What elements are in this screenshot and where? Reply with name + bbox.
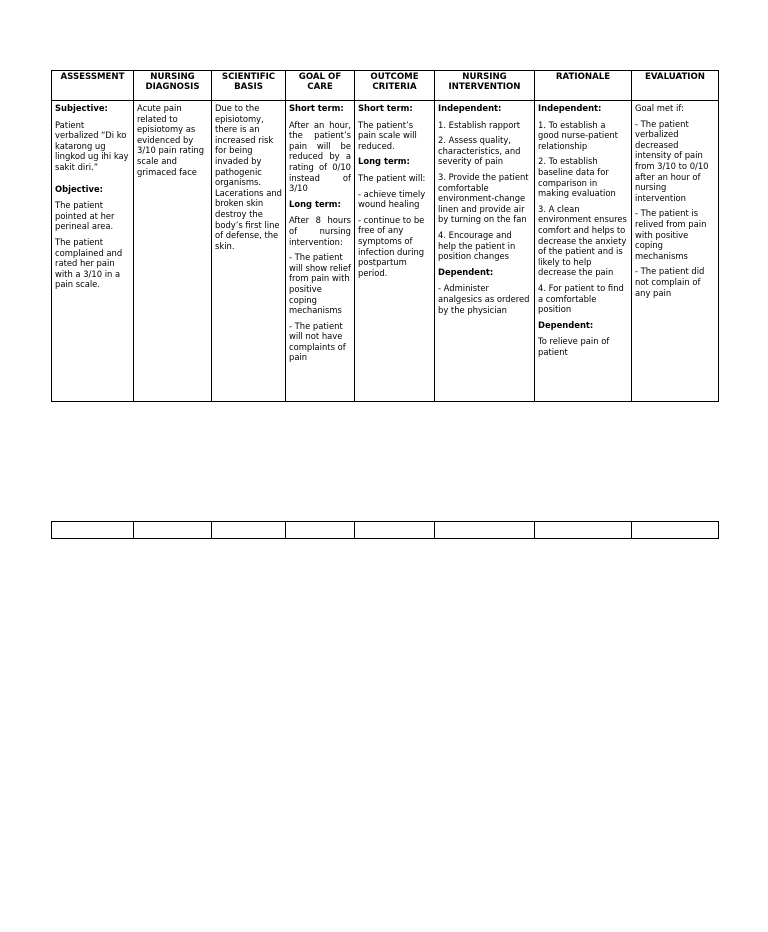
rationale-dependent-label: Dependent: <box>538 319 594 330</box>
goal-short-text: After an hour, the patient’s pain will be reduced by a rating of 0/10 instead of 3/10 <box>289 119 351 194</box>
empty-cell <box>632 522 719 539</box>
empty-cell <box>52 522 134 539</box>
outcome-short-label: Short term: <box>358 103 413 113</box>
rationale-item-1: 1. To establish a good nurse-patient relationship <box>538 119 618 151</box>
assessment-cell <box>52 101 134 402</box>
outcome-long-item-1: - achieve timely wound healing <box>358 188 426 210</box>
intervention-item-3: 3. Provide the patient comfortable environment-change linen and provide air by turning on the fan <box>438 171 529 225</box>
header-outcome-criteria: OUTCOME CRITERIA <box>355 71 435 101</box>
outcome-short-text: The patient’s pain scale will reduced. <box>358 119 417 151</box>
empty-cell <box>355 522 435 539</box>
evaluation-item-3: - The patient did not complain of any pain <box>635 266 705 298</box>
objective-text-2: The patient complained and rated her pain with a 3/10 in a pain scale. <box>55 236 123 290</box>
content-row <box>52 101 719 402</box>
evaluation-cell <box>632 101 719 402</box>
scientific-basis-text: Due to the episiotomy, there is an increased risk for being invaded by pathogenic organisms. Lacerations and broken skin destroy the body’s first line of defense, the skin. <box>215 103 282 251</box>
evaluation-item-2: - The patient is relived from pain with positive coping mechanisms <box>635 208 707 261</box>
diagnosis-text: Acute pain related to episiotomy as evidenced by 3/10 pain rating scale and grimaced face <box>137 103 205 177</box>
empty-cell <box>535 522 632 539</box>
table-row <box>52 522 719 539</box>
objective-label: Objective: <box>55 183 103 194</box>
subjective-text: Patient verbalized “Di ko katarong ug lingkod ug ihi kay sakit diri.” <box>55 119 129 172</box>
evaluation-intro: Goal met if: <box>635 103 684 113</box>
outcome-long-intro: The patient will: <box>358 172 426 183</box>
evaluation-item-1: - The patient verbalized decreased intensity of pain from 3/10 to 0/10 after an hour of nursing intervention <box>635 118 709 203</box>
intervention-independent-label: Independent: <box>438 103 502 113</box>
nursing-care-plan-table <box>51 70 719 402</box>
goal-cell <box>286 101 355 402</box>
intervention-item-4: 4. Encourage and help the patient in position changes <box>438 229 516 262</box>
subjective-label: Subjective: <box>55 103 108 113</box>
outcome-long-item-2: - continue to be free of any symptoms of infection during postpartum period. <box>358 214 425 278</box>
header-assessment: ASSESSMENT <box>52 71 134 101</box>
rationale-independent-label: Independent: <box>538 103 602 113</box>
objective-text-1: The patient pointed at her perineal area. <box>55 200 115 232</box>
header-goal-of-care: GOAL OF CARE <box>286 71 355 101</box>
outcome-long-label: Long term: <box>358 156 410 167</box>
header-scientific-basis: SCIENTIFIC BASIS <box>212 71 286 101</box>
intervention-dependent-label: Dependent: <box>438 266 494 277</box>
goal-long-item-1: - The patient will show relief from pain with positive coping mechanisms <box>289 252 351 316</box>
rationale-cell <box>535 101 632 402</box>
goal-short-label: Short term: <box>289 103 344 113</box>
header-rationale: RATIONALE <box>535 71 632 101</box>
goal-long-item-2: - The patient will not have complaints of pain <box>289 320 346 363</box>
diagnosis-cell <box>134 101 212 402</box>
intervention-cell <box>435 101 535 402</box>
rationale-item-3: 3. A clean environment ensures comfort and helps to decrease the anxiety of the patient and is likely to help decrease the pain <box>538 203 627 278</box>
empty-cell <box>286 522 355 539</box>
header-nursing-diagnosis: NURSING DIAGNOSIS <box>134 71 212 101</box>
header-evaluation: EVALUATION <box>632 71 719 101</box>
header-nursing-intervention: NURSING INTERVENTION <box>435 71 535 101</box>
goal-long-text: After 8 hours of nursing intervention: <box>289 215 351 247</box>
outcome-cell <box>355 101 435 402</box>
intervention-item-1: 1. Establish rapport <box>438 119 521 130</box>
header-row <box>52 71 719 101</box>
rationale-dependent-item: To relieve pain of patient <box>538 336 610 357</box>
empty-table-row <box>51 521 719 539</box>
rationale-item-2: 2. To establish baseline data for comparison in making evaluation <box>538 156 616 199</box>
rationale-item-4: 4. For patient to find a comfortable position <box>538 282 624 315</box>
empty-cell <box>134 522 212 539</box>
intervention-item-2: 2. Assess quality, characteristics, and severity of pain <box>438 135 521 167</box>
intervention-dependent-item: - Administer analgesics as ordered by the physician <box>438 283 530 315</box>
scientific-basis-cell <box>212 101 286 402</box>
empty-cell <box>435 522 535 539</box>
empty-cell <box>212 522 286 539</box>
goal-long-label: Long term: <box>289 198 341 209</box>
